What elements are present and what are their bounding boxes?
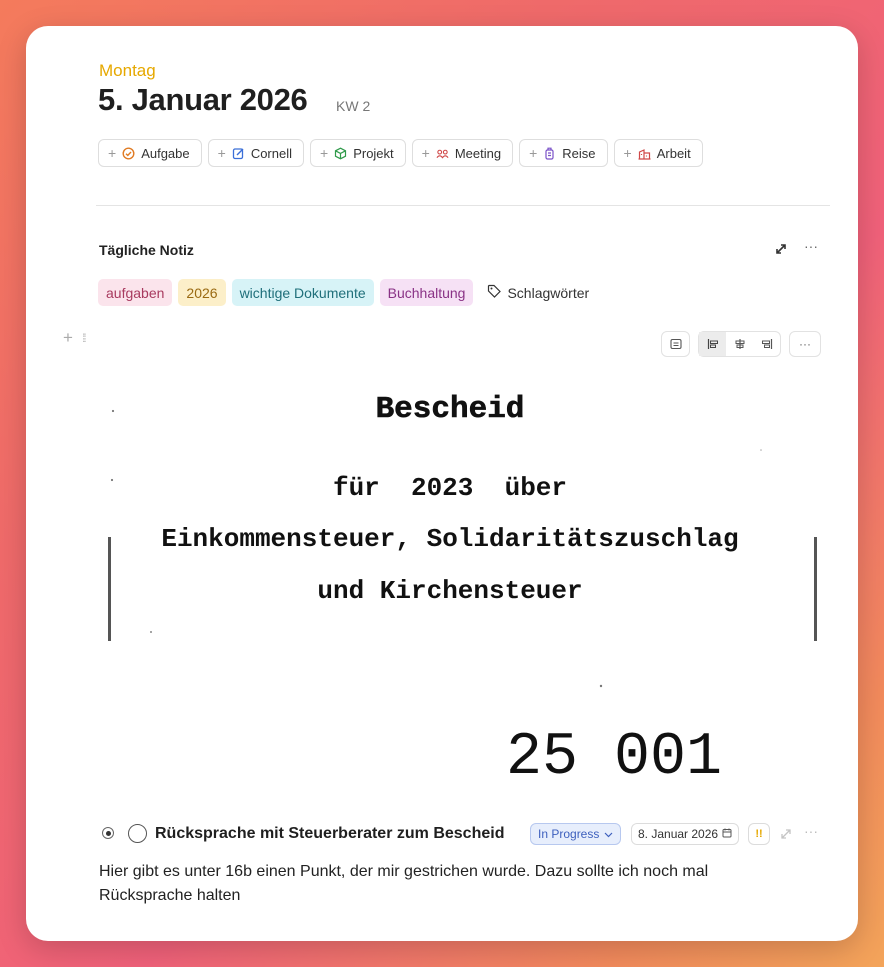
daily-note-card [26, 26, 858, 941]
drag-handle-icon[interactable]: ⁞⁞ [82, 331, 85, 345]
calendar-week: KW 2 [336, 98, 371, 114]
tag-list [98, 279, 589, 306]
chevron-down-icon [604, 827, 613, 841]
status-badge[interactable] [530, 823, 621, 845]
document-line-2: Einkommensteuer, Solidaritätszuschlag [161, 524, 739, 554]
add-cornell-button[interactable] [208, 139, 304, 167]
building-icon [638, 147, 651, 160]
caption-icon [662, 332, 689, 356]
document-line-3: und Kirchensteuer [317, 576, 583, 606]
due-date-label: 8. Januar 2026 [638, 827, 719, 841]
bullet-icon[interactable] [102, 827, 114, 839]
more-options-icon[interactable]: ··· [804, 823, 818, 839]
note-title: Tägliche Notiz [99, 242, 194, 258]
align-right-icon[interactable] [753, 332, 780, 356]
divider [96, 205, 830, 206]
tag-aufgaben[interactable]: aufgaben [98, 279, 172, 306]
template-label: Aufgabe [141, 145, 190, 161]
template-label: Arbeit [656, 145, 691, 161]
add-projekt-button[interactable] [310, 139, 406, 167]
document-image [106, 331, 826, 791]
tag-icon [487, 284, 501, 301]
cube-icon [334, 147, 347, 160]
plus-icon: + [320, 145, 329, 161]
image-more-button[interactable] [789, 331, 821, 357]
add-meeting-button[interactable] [412, 139, 513, 167]
alignment-group [698, 331, 781, 357]
template-buttons [98, 139, 703, 167]
add-reise-button[interactable] [519, 139, 607, 167]
image-toolbar [661, 331, 821, 357]
priority-button[interactable]: !! [748, 823, 770, 845]
plus-icon: + [217, 145, 226, 161]
caption-button[interactable] [661, 331, 690, 357]
status-label: In Progress [538, 827, 600, 841]
weekday-label: Montag [99, 61, 156, 80]
template-label: Meeting [454, 145, 502, 161]
task-title[interactable]: Rücksprache mit Steuerberater zum Bescheid [155, 825, 505, 842]
add-tag-button[interactable] [487, 284, 589, 301]
document-heading: Bescheid [375, 392, 525, 427]
tag-2026[interactable]: 2026 [178, 279, 225, 306]
plus-icon: + [421, 145, 430, 161]
task-row [98, 822, 830, 846]
add-arbeit-button[interactable] [614, 139, 703, 167]
plus-icon: + [108, 145, 117, 161]
luggage-icon [543, 147, 556, 160]
document-number: 25 001 [505, 724, 723, 791]
template-label: Projekt [353, 145, 394, 161]
people-icon [436, 147, 449, 160]
tag-wichtige-dokumente[interactable]: wichtige Dokumente [232, 279, 374, 306]
expand-icon[interactable] [774, 242, 790, 258]
tag-buchhaltung[interactable]: Buchhaltung [380, 279, 474, 306]
template-label: Cornell [250, 145, 292, 161]
check-circle-icon [122, 147, 135, 160]
due-date-button[interactable] [631, 823, 739, 845]
document-line-1: für 2023 über [332, 473, 568, 503]
page-title: 5. Januar 2026 [98, 82, 308, 117]
add-block-icon[interactable]: + [63, 328, 73, 347]
more-options-icon[interactable]: ··· [804, 238, 818, 254]
plus-icon: + [623, 145, 632, 161]
align-center-icon[interactable] [726, 332, 753, 356]
task-checkbox[interactable] [128, 824, 147, 843]
template-label: Reise [562, 145, 596, 161]
edit-icon [232, 147, 245, 160]
expand-icon[interactable] [780, 827, 792, 845]
plus-icon: + [529, 145, 538, 161]
add-tag-label: Schlagwörter [507, 284, 590, 301]
add-aufgabe-button[interactable] [98, 139, 202, 167]
calendar-icon [722, 827, 732, 841]
align-left-icon[interactable] [699, 332, 726, 356]
more-options-icon: ··· [799, 337, 811, 351]
task-description[interactable]: Hier gibt es unter 16b einen Punkt, der mir gestrichen wurde. Dazu sollte ich noch mal Rücksprache halten [99, 863, 709, 904]
